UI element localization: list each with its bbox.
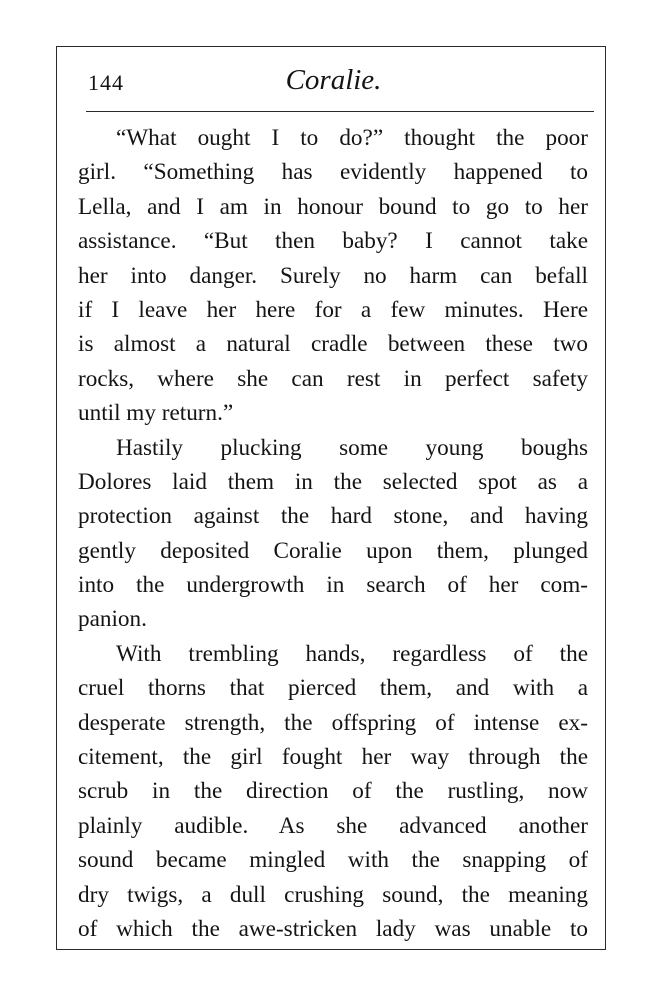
- text-line: is almost a natural cradle between these two: [78, 331, 588, 358]
- text-line: scrub in the direction of the rustling, now: [78, 778, 588, 805]
- text-line: sound became mingled with the snapping of: [78, 847, 588, 874]
- text-line: Lella, and I am in honour bound to go to her: [78, 193, 588, 220]
- text-line: “What ought I to do?” thought the poor: [116, 125, 588, 151]
- text-line: panion.: [78, 606, 147, 633]
- text-line: With trembling hands, regardless of the: [116, 640, 588, 667]
- text-line: citement, the girl fought her way through the: [78, 744, 588, 771]
- text-line: plainly audible. As she advanced another: [78, 812, 588, 839]
- text-line: of which the awe-stricken lady was unable to: [78, 915, 588, 942]
- text-line: protection against the hard stone, and having: [78, 503, 588, 530]
- text-line: assistance. “But then baby? I cannot take: [78, 228, 588, 255]
- page-body-text: [78, 121, 588, 946]
- header-rule: [86, 111, 594, 112]
- text-line: rocks, where she can rest in perfect safety: [78, 365, 588, 392]
- page-number: 144: [88, 70, 124, 95]
- text-line: gently deposited Coralie upon them, plunged: [78, 537, 588, 564]
- text-line: cruel thorns that pierced them, and with a: [78, 675, 588, 702]
- text-line: if I leave her here for a few minutes. Here: [78, 296, 588, 323]
- text-line: Hastily plucking some young boughs: [116, 434, 588, 461]
- running-title: Coralie.: [285, 64, 382, 96]
- text-line: desperate strength, the offspring of intense ex-: [78, 709, 588, 736]
- text-line: into the undergrowth in search of her com-: [78, 572, 588, 599]
- text-line: her into danger. Surely no harm can befall: [78, 262, 588, 289]
- text-line: Dolores laid them in the selected spot as a: [78, 468, 588, 495]
- text-line: dry twigs, a dull crushing sound, the meaning: [78, 881, 588, 908]
- text-line: girl. “Something has evidently happened to: [78, 159, 588, 186]
- text-line: until my return.”: [78, 400, 234, 427]
